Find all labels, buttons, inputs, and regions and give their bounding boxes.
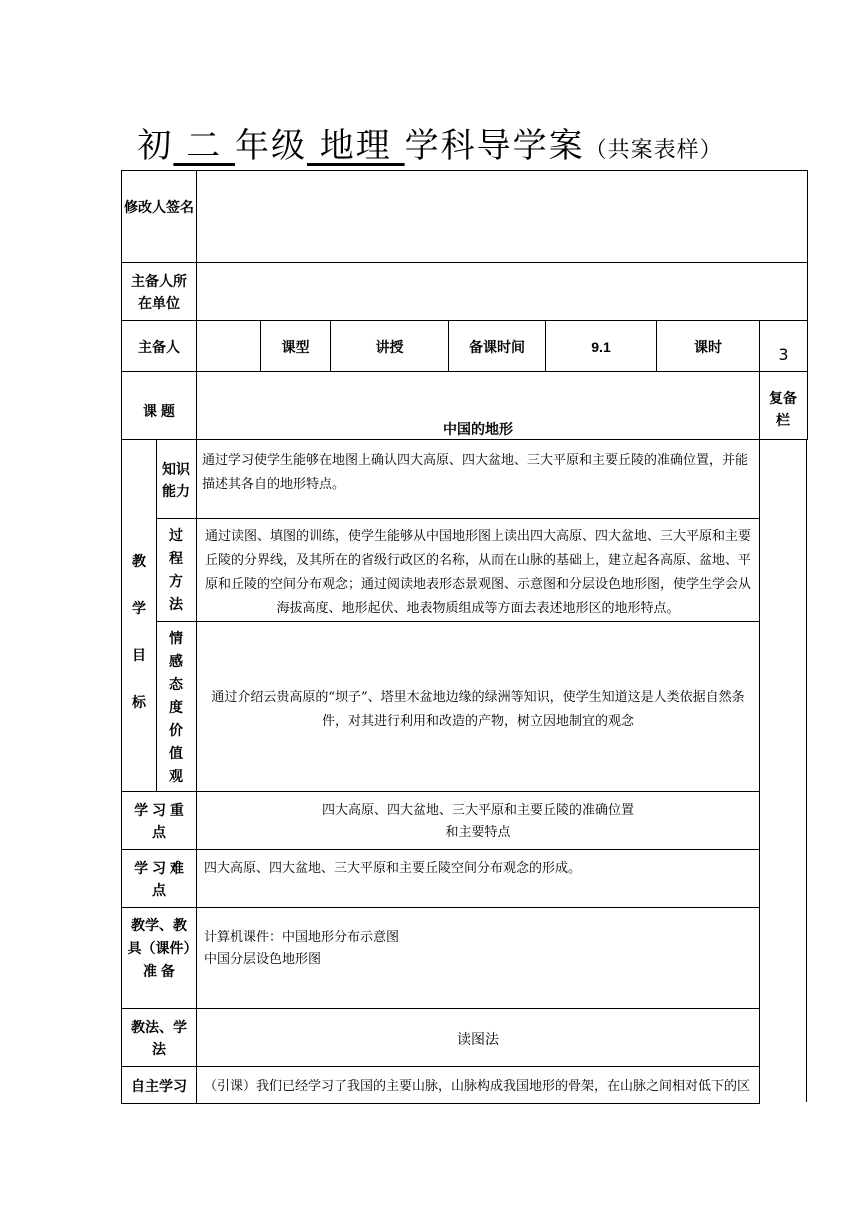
review-col-right-border	[806, 439, 807, 1102]
knowledge-label: 知识能力	[162, 461, 190, 499]
method-text: 读图法	[457, 1032, 499, 1048]
preparer-value-cell[interactable]	[196, 320, 261, 372]
self-label: 自主学习	[131, 1078, 187, 1094]
unit-value-cell[interactable]	[196, 262, 808, 321]
difficulty-text: 四大高原、四大盆地、三大平原和主要丘陵空间分布观念的形成。	[204, 861, 582, 876]
periods-value: 3	[778, 345, 789, 364]
subject-value: 地理	[306, 126, 405, 166]
grade-value: 二	[173, 126, 235, 166]
tools-label: 教学、教具（课件）准 备	[127, 917, 191, 979]
unit-label: 主备人所在单位	[131, 273, 187, 311]
difficulty-label: 学 习 难 点	[134, 860, 184, 898]
topic-label: 课 题	[143, 403, 175, 419]
process-text: 通过读图、填图的训练，使学生能够从中国地形图上读出四大高原、四大盆地、三大平原和主要丘陵的分界线，及其所在的省级行政区的名称，从而在山脉的基础上，建立起各高原、盆地、平原和丘陵的空间分布观念；通过阅读地表形态景观图、示意图和分层设色地形图，使学生学会从海拔高度、地形起伏、地表物质组成等方面去表述地形区的地形特点。	[204, 529, 751, 616]
knowledge-text: 通过学习使学生能够在地图上确认四大高原、四大盆地、三大平原和主要丘陵的准确位置，并能描述其各自的地形特点。	[202, 453, 749, 492]
goals-label: 教学目标	[132, 553, 146, 710]
reviser-value-cell[interactable]	[196, 170, 808, 263]
lesson-type-label: 课型	[281, 339, 310, 355]
page-title: 初 二 年级 地理 学科导学案（共案表样）	[137, 126, 723, 166]
method-label: 教法、学法	[131, 1019, 187, 1057]
prep-time-value: 9.1	[591, 339, 611, 355]
lesson-type-value: 讲授	[375, 339, 404, 355]
reviser-label: 修改人签名	[124, 199, 194, 215]
key-text-2: 和主要特点	[445, 825, 511, 840]
prep-time-label: 备课时间	[469, 339, 525, 355]
topic-value: 中国的地形	[443, 421, 513, 437]
tools-text-2: 中国分层设色地形图	[204, 952, 322, 967]
tools-text-1: 计算机课件：中国地形分布示意图	[204, 930, 400, 945]
review-col-label: 复备栏	[769, 390, 797, 428]
self-text: （引课）我们已经学习了我国的主要山脉，山脉构成我国地形的骨架，在山脉之间相对低下的区	[204, 1079, 751, 1094]
emotion-text: 通过介绍云贵高原的“坝子”、塔里木盆地边缘的绿洲等知识，使学生知道这是人类依据自然条件，对其进行利用和改造的产物，树立因地制宜的观念	[211, 690, 745, 729]
key-text-1: 四大高原、四大盆地、三大平原和主要丘陵的准确位置	[321, 803, 634, 818]
key-label: 学 习 重 点	[134, 802, 184, 840]
title-note: （共案表样）	[584, 138, 723, 163]
preparer-label: 主备人	[138, 339, 180, 355]
periods-label: 课时	[694, 339, 722, 355]
process-label: 过程方法	[169, 527, 183, 612]
emotion-label: 情感态度价值观	[169, 630, 183, 784]
